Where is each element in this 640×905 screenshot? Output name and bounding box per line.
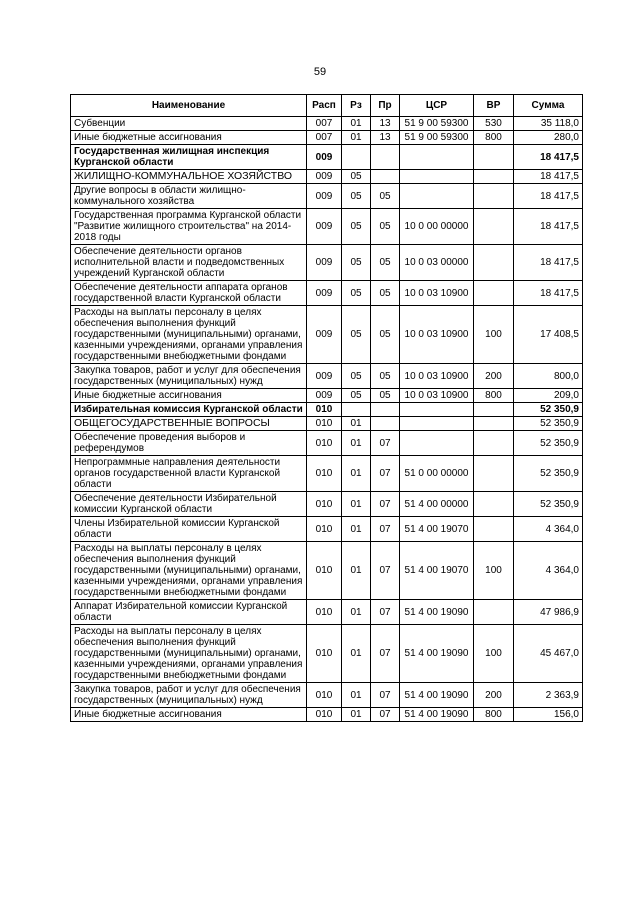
cell-pr — [371, 170, 400, 184]
cell-vr: 530 — [474, 117, 514, 131]
table-row — [71, 389, 583, 403]
header-sum: Сумма — [514, 95, 583, 117]
cell-name: Расходы на выплаты персоналу в целях обеспечения выполнения функций государственными (муниципальными) органами, казенными учреждениями, органами управления государственными внебюджетными фондами — [71, 625, 307, 683]
cell-name: Обеспечение деятельности аппарата органов государственной власти Курганской области — [71, 281, 307, 306]
cell-csr — [400, 403, 474, 417]
table-row — [71, 364, 583, 389]
cell-sum: 18 417,5 — [514, 281, 583, 306]
header-pr: Пр — [371, 95, 400, 117]
cell-vr — [474, 600, 514, 625]
cell-name: Избирательная комиссия Курганской области — [71, 403, 307, 417]
cell-rz: 05 — [342, 245, 371, 281]
cell-rz: 01 — [342, 542, 371, 600]
table-row — [71, 131, 583, 145]
header-csr: ЦСР — [400, 95, 474, 117]
cell-name: Расходы на выплаты персоналу в целях обеспечения выполнения функций государственными (муниципальными) органами, казенными учреждениями, органами управления государственными внебюджетными фондами — [71, 306, 307, 364]
cell-vr: 100 — [474, 625, 514, 683]
cell-rasp: 009 — [307, 281, 342, 306]
header-rasp: Расп — [307, 95, 342, 117]
cell-name: Иные бюджетные ассигнования — [71, 131, 307, 145]
cell-vr — [474, 403, 514, 417]
cell-pr: 07 — [371, 492, 400, 517]
cell-sum: 17 408,5 — [514, 306, 583, 364]
table-row — [71, 403, 583, 417]
cell-csr: 51 4 00 19070 — [400, 542, 474, 600]
cell-vr — [474, 456, 514, 492]
cell-pr — [371, 403, 400, 417]
cell-sum: 18 417,5 — [514, 245, 583, 281]
cell-csr — [400, 417, 474, 431]
cell-name: ЖИЛИЩНО-КОММУНАЛЬНОЕ ХОЗЯЙСТВО — [71, 170, 307, 184]
cell-sum: 18 417,5 — [514, 170, 583, 184]
cell-csr: 10 0 03 10900 — [400, 281, 474, 306]
cell-pr: 07 — [371, 431, 400, 456]
cell-rz: 01 — [342, 492, 371, 517]
cell-rz: 01 — [342, 600, 371, 625]
cell-name: Непрограммные направления деятельности органов государственной власти Курганской области — [71, 456, 307, 492]
cell-rasp: 007 — [307, 131, 342, 145]
cell-rz: 05 — [342, 306, 371, 364]
cell-vr: 200 — [474, 364, 514, 389]
cell-rz: 05 — [342, 389, 371, 403]
cell-sum: 18 417,5 — [514, 145, 583, 170]
cell-rz: 01 — [342, 431, 371, 456]
cell-rz: 05 — [342, 281, 371, 306]
cell-vr — [474, 145, 514, 170]
cell-vr: 100 — [474, 306, 514, 364]
cell-pr: 05 — [371, 245, 400, 281]
cell-rasp: 007 — [307, 117, 342, 131]
table-row — [71, 600, 583, 625]
table-row — [71, 281, 583, 306]
cell-sum: 800,0 — [514, 364, 583, 389]
cell-rasp: 010 — [307, 600, 342, 625]
cell-rz: 01 — [342, 708, 371, 722]
cell-rasp: 009 — [307, 209, 342, 245]
cell-sum: 52 350,9 — [514, 403, 583, 417]
cell-rz — [342, 145, 371, 170]
cell-vr — [474, 245, 514, 281]
cell-rasp: 010 — [307, 708, 342, 722]
cell-name: Иные бюджетные ассигнования — [71, 708, 307, 722]
cell-csr: 51 9 00 59300 — [400, 117, 474, 131]
cell-csr: 10 0 00 00000 — [400, 209, 474, 245]
cell-rz: 01 — [342, 683, 371, 708]
cell-csr: 51 4 00 19090 — [400, 708, 474, 722]
cell-name: Субвенции — [71, 117, 307, 131]
table-row — [71, 245, 583, 281]
cell-vr — [474, 184, 514, 209]
cell-pr: 13 — [371, 117, 400, 131]
cell-rasp: 009 — [307, 170, 342, 184]
cell-sum: 52 350,9 — [514, 456, 583, 492]
cell-name: Обеспечение деятельности Избирательной комиссии Курганской области — [71, 492, 307, 517]
cell-name: Государственная жилищная инспекция Курганской области — [71, 145, 307, 170]
cell-name: Закупка товаров, работ и услуг для обеспечения государственных (муниципальных) нужд — [71, 364, 307, 389]
cell-rz: 05 — [342, 170, 371, 184]
cell-pr: 07 — [371, 542, 400, 600]
cell-sum: 35 118,0 — [514, 117, 583, 131]
cell-pr: 05 — [371, 281, 400, 306]
cell-rz: 01 — [342, 456, 371, 492]
header-rz: Рз — [342, 95, 371, 117]
cell-rasp: 009 — [307, 364, 342, 389]
cell-rasp: 010 — [307, 517, 342, 542]
cell-csr: 51 0 00 00000 — [400, 456, 474, 492]
cell-rz — [342, 403, 371, 417]
cell-name: Иные бюджетные ассигнования — [71, 389, 307, 403]
table-row — [71, 170, 583, 184]
header-vr: ВР — [474, 95, 514, 117]
cell-sum: 52 350,9 — [514, 431, 583, 456]
cell-name: Обеспечение проведения выборов и референдумов — [71, 431, 307, 456]
cell-pr: 07 — [371, 456, 400, 492]
cell-vr — [474, 417, 514, 431]
table-row — [71, 145, 583, 170]
table-row — [71, 492, 583, 517]
table-header-row — [71, 95, 583, 117]
cell-csr: 51 4 00 19090 — [400, 625, 474, 683]
table-row — [71, 625, 583, 683]
cell-sum: 52 350,9 — [514, 492, 583, 517]
cell-pr — [371, 417, 400, 431]
cell-sum: 2 363,9 — [514, 683, 583, 708]
table-row — [71, 184, 583, 209]
cell-pr: 05 — [371, 389, 400, 403]
cell-vr — [474, 517, 514, 542]
table-row — [71, 209, 583, 245]
cell-sum: 18 417,5 — [514, 209, 583, 245]
cell-pr: 05 — [371, 184, 400, 209]
cell-csr: 10 0 03 10900 — [400, 306, 474, 364]
cell-csr: 10 0 03 10900 — [400, 389, 474, 403]
cell-rasp: 010 — [307, 625, 342, 683]
cell-pr: 07 — [371, 600, 400, 625]
cell-name: Закупка товаров, работ и услуг для обеспечения государственных (муниципальных) нужд — [71, 683, 307, 708]
cell-vr — [474, 170, 514, 184]
table-row — [71, 456, 583, 492]
cell-vr: 800 — [474, 389, 514, 403]
cell-sum: 52 350,9 — [514, 417, 583, 431]
cell-sum: 209,0 — [514, 389, 583, 403]
cell-rasp: 010 — [307, 492, 342, 517]
cell-pr: 05 — [371, 209, 400, 245]
cell-pr: 05 — [371, 306, 400, 364]
cell-csr: 51 4 00 19090 — [400, 600, 474, 625]
cell-csr — [400, 145, 474, 170]
table-row — [71, 542, 583, 600]
cell-pr — [371, 145, 400, 170]
cell-rasp: 010 — [307, 403, 342, 417]
cell-vr — [474, 281, 514, 306]
cell-sum: 18 417,5 — [514, 184, 583, 209]
cell-csr — [400, 170, 474, 184]
cell-rasp: 010 — [307, 683, 342, 708]
cell-name: Государственная программа Курганской области "Развитие жилищного строительства" на 2014-2018 годы — [71, 209, 307, 245]
table-row — [71, 517, 583, 542]
cell-pr: 13 — [371, 131, 400, 145]
cell-vr: 100 — [474, 542, 514, 600]
cell-vr — [474, 209, 514, 245]
cell-name: Аппарат Избирательной комиссии Курганской области — [71, 600, 307, 625]
cell-rasp: 010 — [307, 417, 342, 431]
cell-rasp: 009 — [307, 306, 342, 364]
cell-csr: 51 4 00 00000 — [400, 492, 474, 517]
cell-sum: 4 364,0 — [514, 517, 583, 542]
table-row — [71, 306, 583, 364]
cell-rz: 01 — [342, 625, 371, 683]
header-name: Наименование — [71, 95, 307, 117]
cell-rz: 01 — [342, 117, 371, 131]
table-row — [71, 431, 583, 456]
page-number: 59 — [313, 66, 327, 78]
cell-csr: 51 9 00 59300 — [400, 131, 474, 145]
cell-name: Расходы на выплаты персоналу в целях обеспечения выполнения функций государственными (муниципальными) органами, казенными учреждениями, органами управления государственными внебюджетными фондами — [71, 542, 307, 600]
cell-vr: 800 — [474, 708, 514, 722]
cell-vr: 200 — [474, 683, 514, 708]
cell-rasp: 009 — [307, 389, 342, 403]
cell-name: Обеспечение деятельности органов исполнительной власти и подведомственных учреждений Курганской области — [71, 245, 307, 281]
cell-sum: 156,0 — [514, 708, 583, 722]
budget-table — [70, 94, 583, 722]
cell-vr: 800 — [474, 131, 514, 145]
cell-rasp: 009 — [307, 145, 342, 170]
cell-rasp: 010 — [307, 431, 342, 456]
cell-csr — [400, 431, 474, 456]
cell-rasp: 009 — [307, 184, 342, 209]
table-row — [71, 683, 583, 708]
cell-csr: 10 0 03 00000 — [400, 245, 474, 281]
cell-name: ОБЩЕГОСУДАРСТВЕННЫЕ ВОПРОСЫ — [71, 417, 307, 431]
cell-rz: 01 — [342, 517, 371, 542]
cell-pr: 07 — [371, 708, 400, 722]
cell-rz: 05 — [342, 364, 371, 389]
cell-rasp: 009 — [307, 245, 342, 281]
cell-name: Члены Избирательной комиссии Курганской области — [71, 517, 307, 542]
cell-pr: 05 — [371, 364, 400, 389]
cell-vr — [474, 492, 514, 517]
cell-csr: 10 0 03 10900 — [400, 364, 474, 389]
table-row — [71, 117, 583, 131]
table-row — [71, 708, 583, 722]
cell-rasp: 010 — [307, 456, 342, 492]
cell-sum: 47 986,9 — [514, 600, 583, 625]
cell-rz: 05 — [342, 209, 371, 245]
cell-sum: 45 467,0 — [514, 625, 583, 683]
table-body — [71, 117, 583, 722]
cell-rasp: 010 — [307, 542, 342, 600]
cell-csr: 51 4 00 19070 — [400, 517, 474, 542]
cell-csr: 51 4 00 19090 — [400, 683, 474, 708]
cell-rz: 01 — [342, 131, 371, 145]
cell-pr: 07 — [371, 517, 400, 542]
cell-sum: 4 364,0 — [514, 542, 583, 600]
cell-sum: 280,0 — [514, 131, 583, 145]
cell-csr — [400, 184, 474, 209]
table-row — [71, 417, 583, 431]
cell-vr — [474, 431, 514, 456]
cell-pr: 07 — [371, 683, 400, 708]
cell-pr: 07 — [371, 625, 400, 683]
cell-rz: 05 — [342, 184, 371, 209]
cell-rz: 01 — [342, 417, 371, 431]
cell-name: Другие вопросы в области жилищно-коммунального хозяйства — [71, 184, 307, 209]
